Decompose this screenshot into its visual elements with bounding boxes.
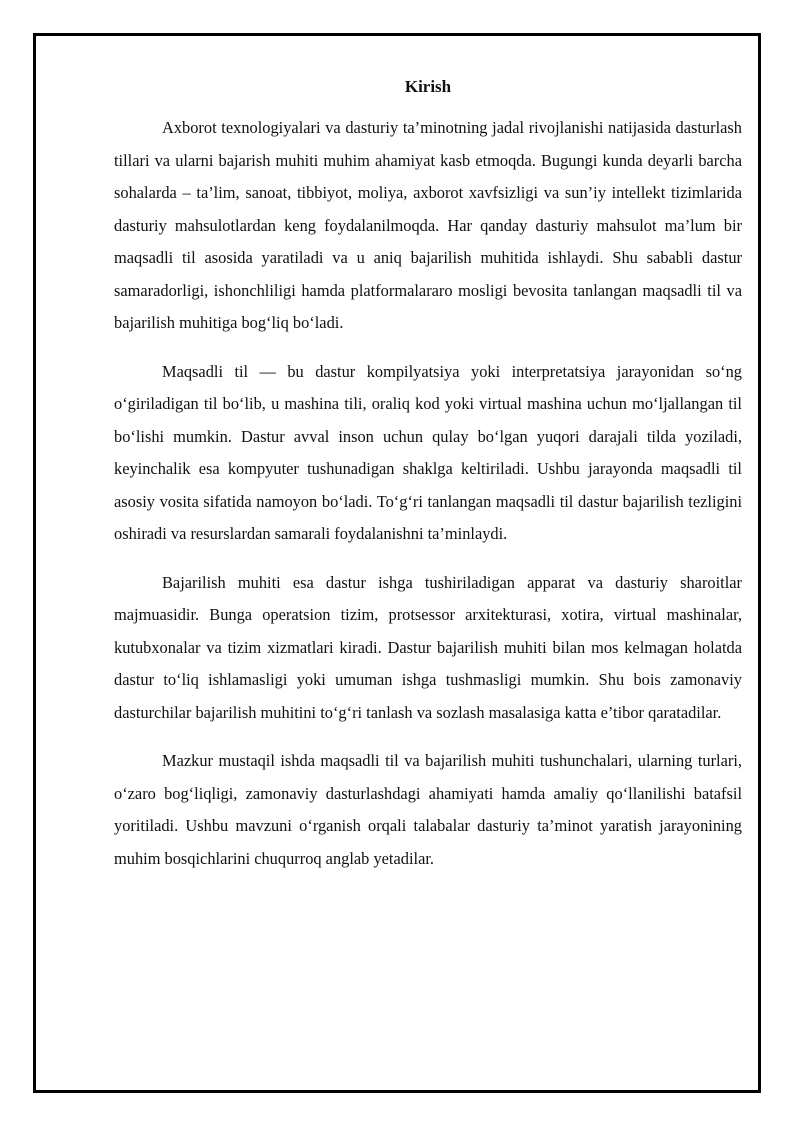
document-body [114,72,742,891]
paragraph-runtime-environment: Bajarilish muhiti esa dastur ishga tushiriladigan apparat va dasturiy sharoitlar majmuasidir. Bunga operatsion tizim, protsessor arxitekturasi, xotira, virtual mashinalar, kutubxonalar va tizim xizmatlari kiradi. Dastur bajarilish muhiti bilan mos kelmagan holatda dastur to‘liq ishlamasligi yoki umuman ishga tushmasligi mumkin. Shu bois zamonaviy dasturchilar bajarilish muhitini to‘g‘ri tanlash va sozlash masalasiga katta e’tibor qaratadilar. [114,572,742,722]
paragraph-intro: Axborot texnologiyalari va dasturiy ta’minotning jadal rivojlanishi natijasida dasturlash tillari va ularni bajarish muhiti muhim ahamiyat kasb etmoqda. Bugungi kunda deyarli barcha sohalarda – ta’lim, sanoat, tibbiyot, moliya, axborot xavfsizligi va sun’iy intellekt tizimlarida dasturiy mahsulotlardan keng foydalanilmoqda. Har qanday dasturiy mahsulot ma’lum bir maqsadli til asosida yaratiladi va u aniq bajarilish muhitida ishlaydi. Shu sababli dastur samaradorligi, ishonchliligi hamda platformalararo mosligi bevosita tanlangan maqsadli til va bajarilish muhitiga bog‘liq bo‘ladi. [114,118,742,332]
page-title: Kirish [404,77,452,96]
paragraph-conclusion: Mazkur mustaqil ishda maqsadli til va bajarilish muhiti tushunchalari, ularning turlari, o‘zaro bog‘liqligi, zamonaviy dasturlashdagi ahamiyati hamda amaliy qo‘llanilishi batafsil yoritiladi. Ushbu mavzuni o‘rganish orqali talabalar dasturiy ta’minot yaratish jarayonining muhim bosqichlarini chuqurroq anglab yetadilar. [114,751,742,868]
paragraph-target-language: Maqsadli til — bu dastur kompilyatsiya yoki interpretatsiya jarayonidan so‘ng o‘giriladigan til bo‘lib, u mashina tili, oraliq kod yoki virtual mashina uchun mo‘ljallangan til bo‘lishi mumkin. Dastur avval inson uchun qulay bo‘lgan yuqori darajali tilda yoziladi, keyinchalik esa kompyuter tushunadigan shaklga keltiriladi. Ushbu jarayonda maqsadli til asosiy vosita sifatida namoyon bo‘ladi. To‘g‘ri tanlangan maqsadli til dastur bajarilish tezligini oshiradi va resurslardan samarali foydalanishni ta’minlaydi. [114,361,742,543]
